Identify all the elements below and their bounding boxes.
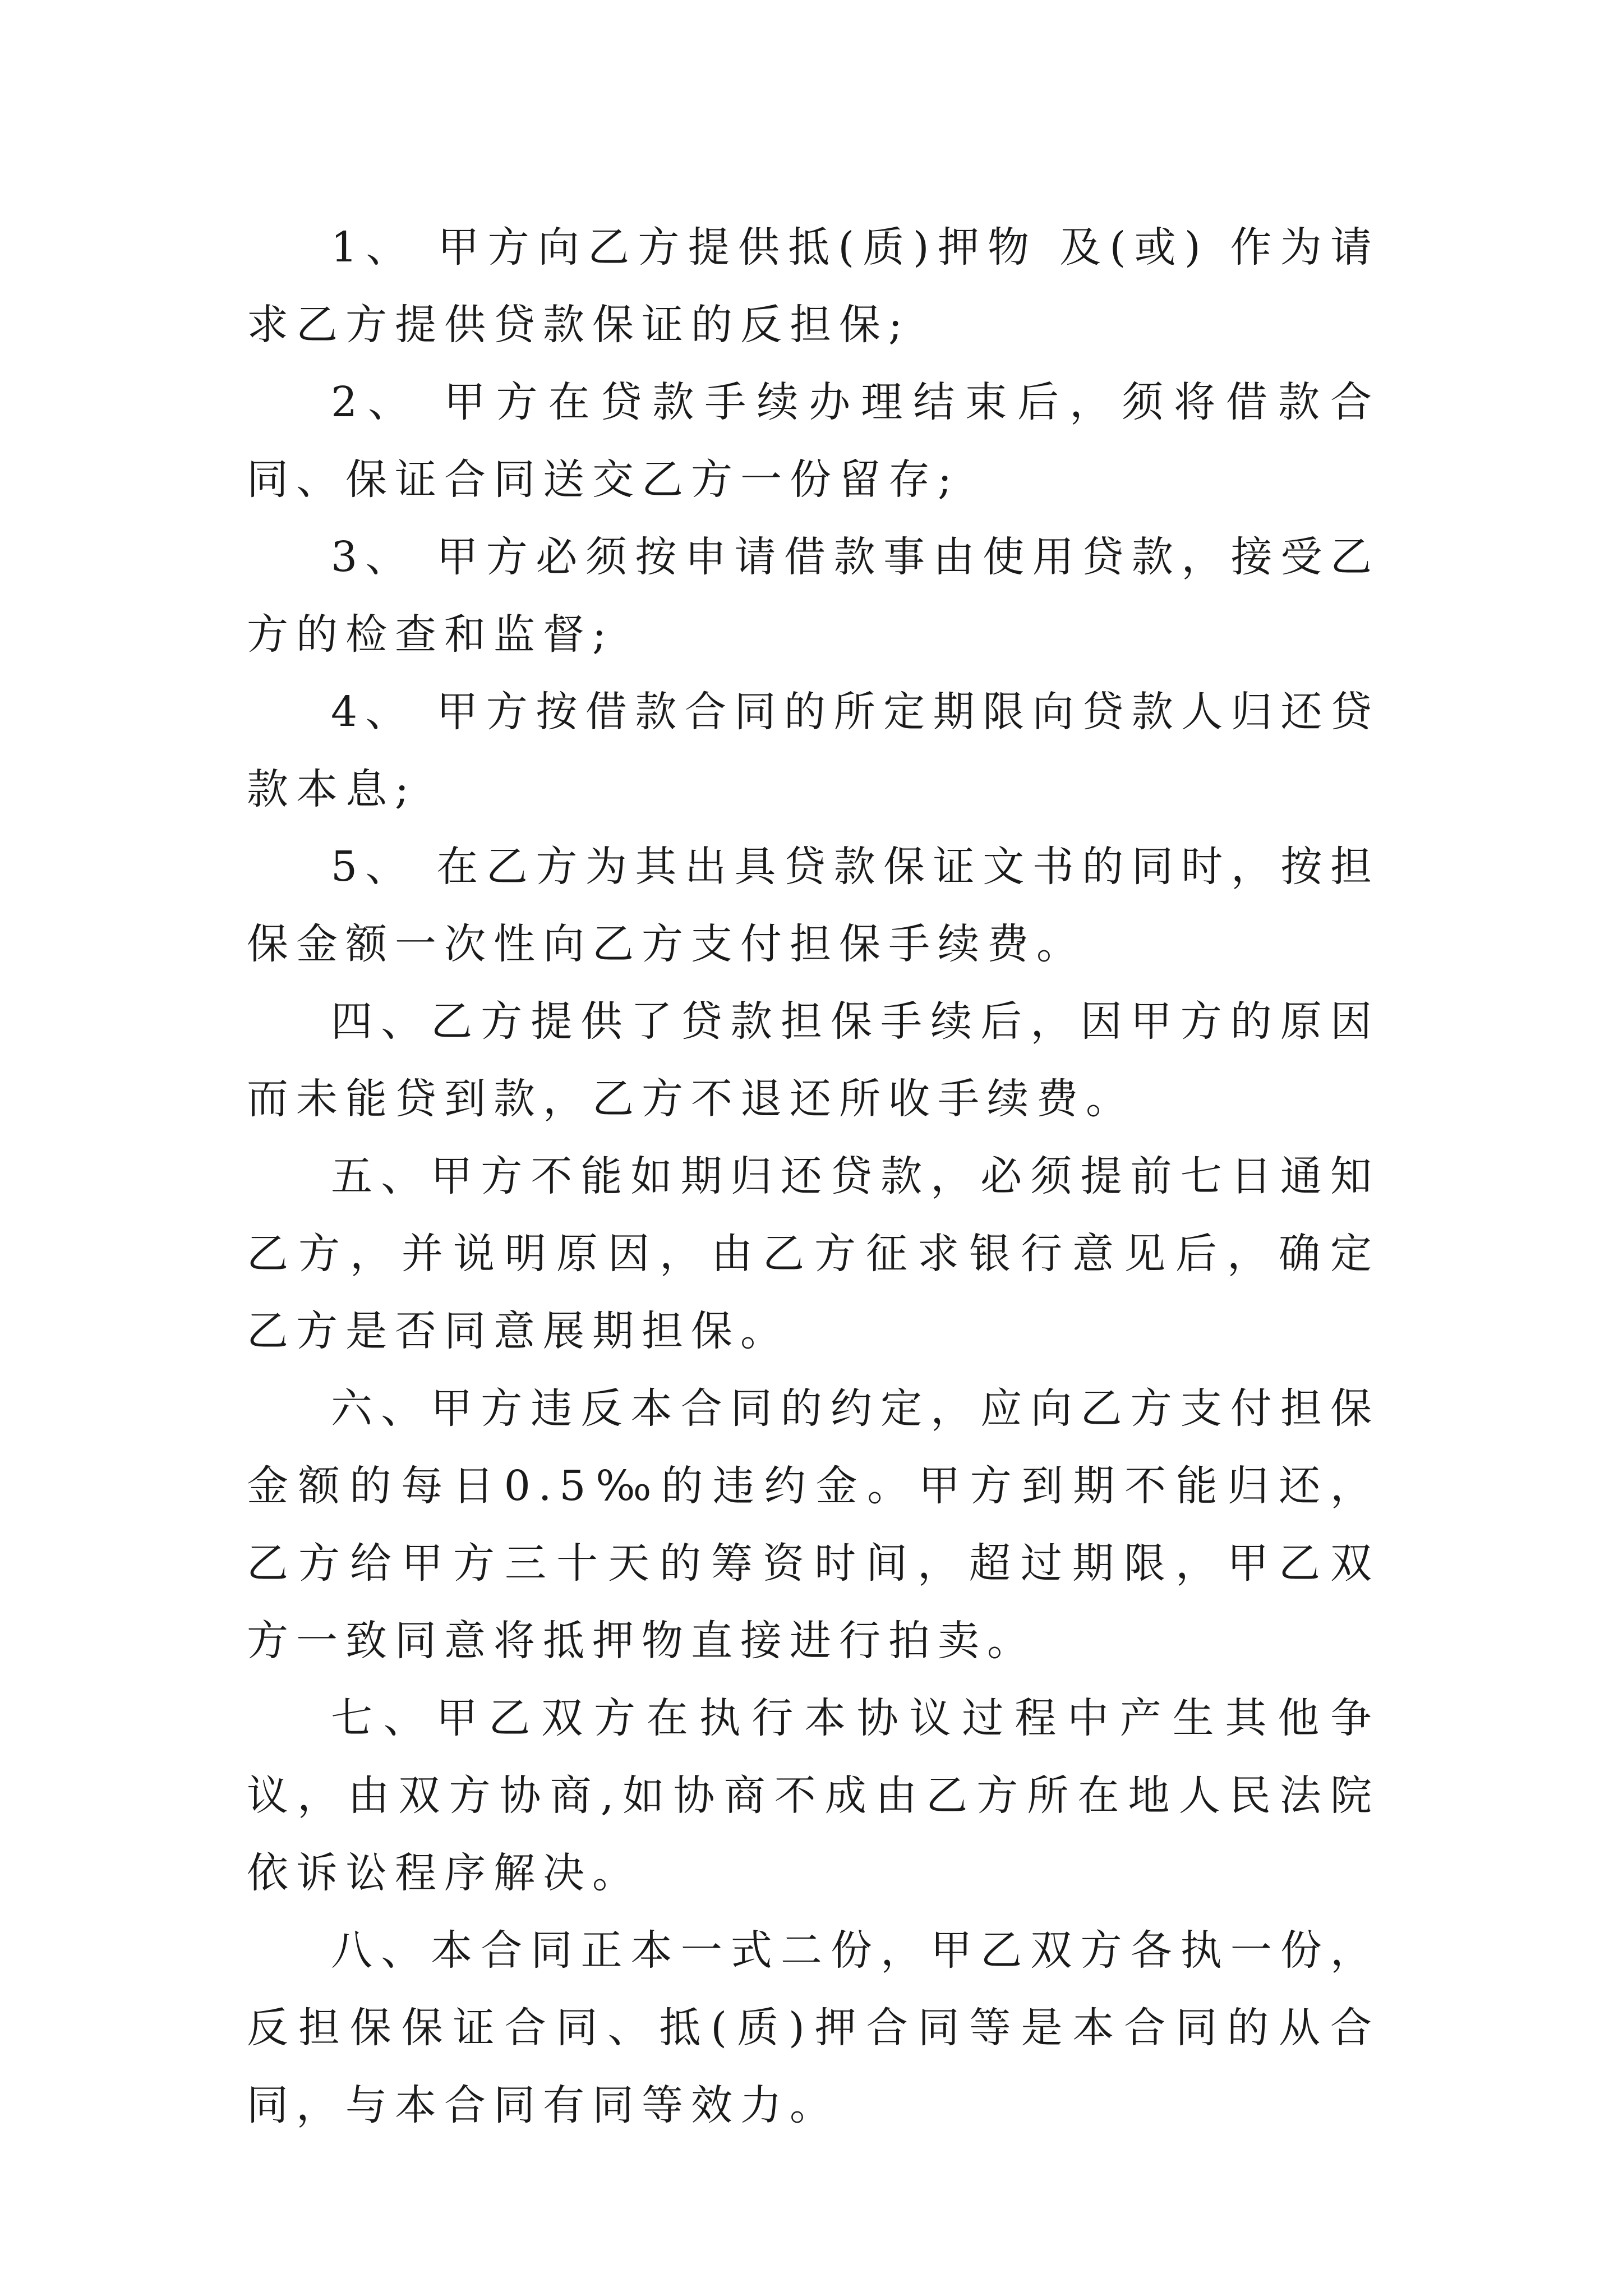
clause-1: 1、 甲方向乙方提供抵(质)押物 及(或) 作为请求乙方提供贷款保证的反担保; bbox=[247, 223, 1380, 349]
section-six: 六、甲方违反本合同的约定，应向乙方支付担保金额的每日0.5‰的违约金。甲方到期不能归还，乙方给甲方三十天的筹资时间，超过期限，甲乙双方一致同意将抵押物直接进行拍卖。 bbox=[247, 1384, 1380, 1665]
clause-5: 5、 在乙方为其出具贷款保证文书的同时，按担保金额一次性向乙方支付担保手续费。 bbox=[247, 843, 1380, 968]
section-eight: 八、本合同正本一式二份，甲乙双方各执一份，反担保保证合同、抵(质)押合同等是本合同的从合同，与本合同有同等效力。 bbox=[247, 1926, 1380, 2129]
clause-4: 4、 甲方按借款合同的所定期限向贷款人归还贷款本息; bbox=[247, 688, 1380, 813]
clause-2: 2、 甲方在贷款手续办理结束后，须将借款合同、保证合同送交乙方一份留存; bbox=[247, 378, 1380, 504]
section-seven: 七、甲乙双方在执行本协议过程中产生其他争议，由双方协商,如协商不成由乙方所在地人民法院依诉讼程序解决。 bbox=[247, 1694, 1380, 1897]
document-body bbox=[247, 209, 1380, 2144]
section-four: 四、乙方提供了贷款担保手续后，因甲方的原因而未能贷到款，乙方不退还所收手续费。 bbox=[247, 997, 1380, 1123]
section-five: 五、甲方不能如期归还贷款，必须提前七日通知乙方，并说明原因，由乙方征求银行意见后，确定乙方是否同意展期担保。 bbox=[247, 1152, 1380, 1355]
clause-3: 3、 甲方必须按申请借款事由使用贷款，接受乙方的检查和监督; bbox=[247, 533, 1380, 659]
